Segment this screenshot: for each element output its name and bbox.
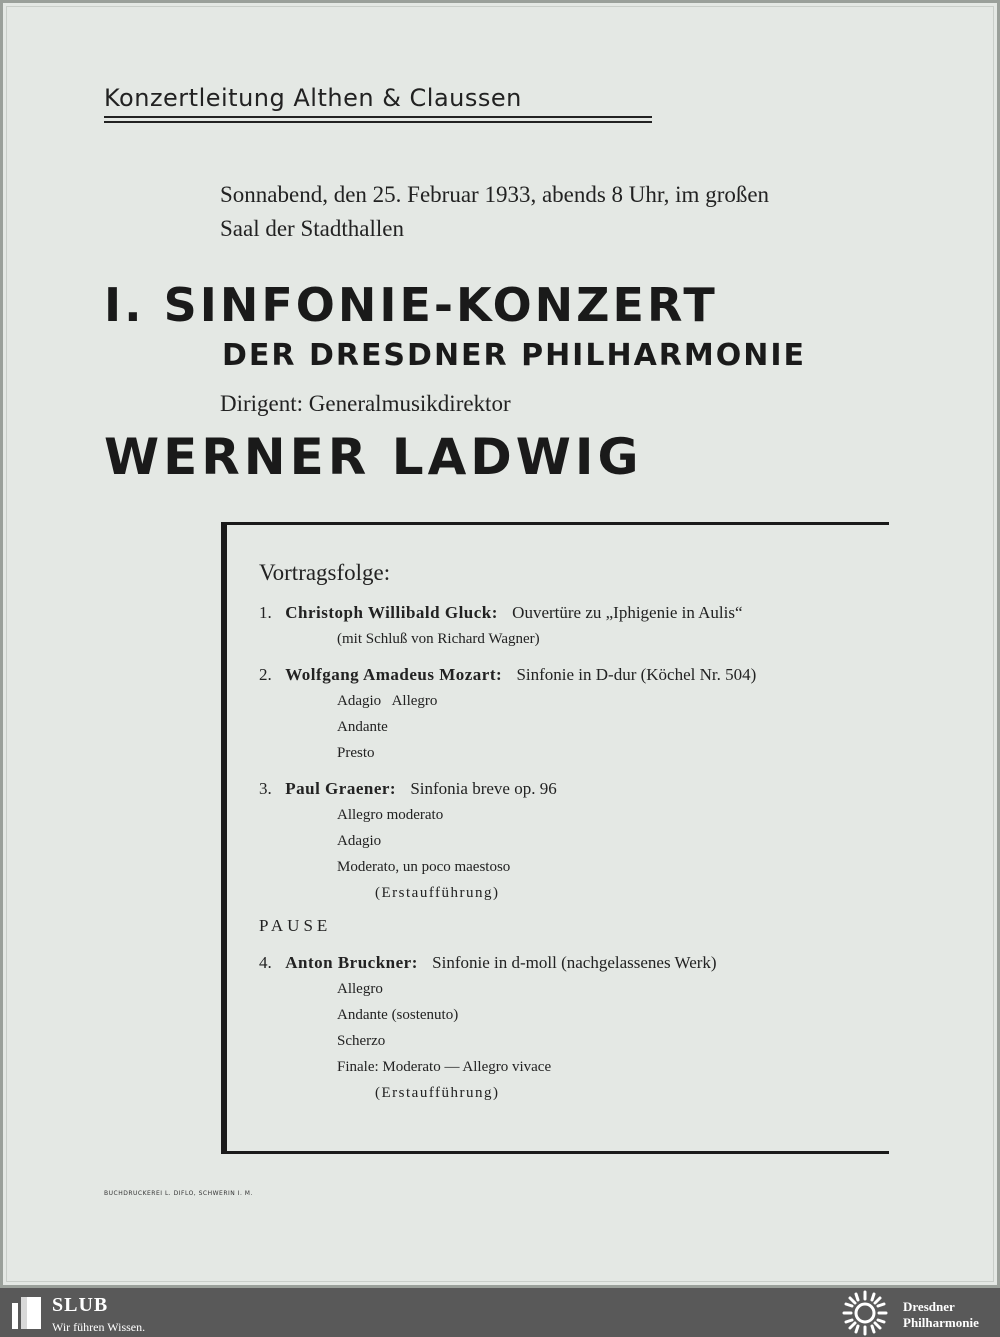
composer: Wolfgang Amadeus Mozart: [285,665,503,684]
orchestra-name: DER DRESDNER PHILHARMONIE [222,338,807,373]
movement: Adagio Allegro [337,693,438,709]
work-title: Sinfonia breve op. 96 [410,779,557,798]
work-title: Ouvertüre zu „Iphigenie in Aulis“ [512,603,743,622]
organizer-rule-bottom [104,121,652,123]
composer: Christoph Willibald Gluck: [285,603,498,622]
composer: Paul Graener: [285,779,397,798]
movement: Andante (sostenuto) [337,1007,459,1023]
work-title: Sinfonie in D-dur (Köchel Nr. 504) [516,665,757,684]
concert-title: I. SINFONIE-KONZERT [104,278,718,332]
movement: Scherzo [337,1033,386,1049]
organizer: Konzertleitung Althen & Claussen [104,84,522,112]
item-number: 1. [259,603,272,622]
premiere-note: (Erstaufführung) [375,1085,500,1101]
conductor-name: WERNER LADWIG [104,428,643,486]
partner-name-line-1[interactable]: Dresdner [903,1299,955,1314]
program-item [259,662,879,766]
item-number: 3. [259,779,272,798]
movement: Allegro [337,981,383,997]
date-line-1: Sonnabend, den 25. Februar 1933, abends 8 Uhr, im großen [220,182,770,207]
program-item [259,950,879,1106]
printer-imprint: BUCHDRUCKEREI L. DIFLO, SCHWERIN I. M. [104,1190,253,1197]
premiere-note: (Erstaufführung) [375,885,500,901]
intermission: PAUSE [259,916,332,935]
movement: Adagio [337,833,382,849]
item-number: 2. [259,665,272,684]
program-item [259,776,879,906]
movement: Presto [337,745,375,761]
organizer-rule-top [104,116,652,118]
movement: Andante [337,719,388,735]
work-remark: (mit Schluß von Richard Wagner) [337,631,540,647]
movement: Finale: Moderato — Allegro vivace [337,1059,552,1075]
program-item [259,600,879,652]
partner-name-line-2[interactable]: Philharmonie [903,1315,979,1330]
conductor-role: Dirigent: Generalmusikdirektor [220,391,511,416]
movement: Moderato, un poco maestoso [337,859,511,875]
dresdner-philharmonie-logo-icon[interactable] [842,1290,888,1336]
slub-logo-icon[interactable] [10,1293,44,1333]
program [259,560,879,1116]
work-title: Sinfonie in d-moll (nachgelassenes Werk) [432,953,717,972]
composer: Anton Bruckner: [285,953,418,972]
slub-tagline: Wir führen Wissen. [52,1320,146,1334]
date-line-2: Saal der Stadthallen [220,216,404,241]
date-venue [220,178,900,246]
item-number: 4. [259,953,272,972]
program-heading: Vortragsfolge: [259,560,391,585]
slub-name[interactable]: SLUB [52,1294,109,1316]
movement: Allegro moderato [337,807,444,823]
